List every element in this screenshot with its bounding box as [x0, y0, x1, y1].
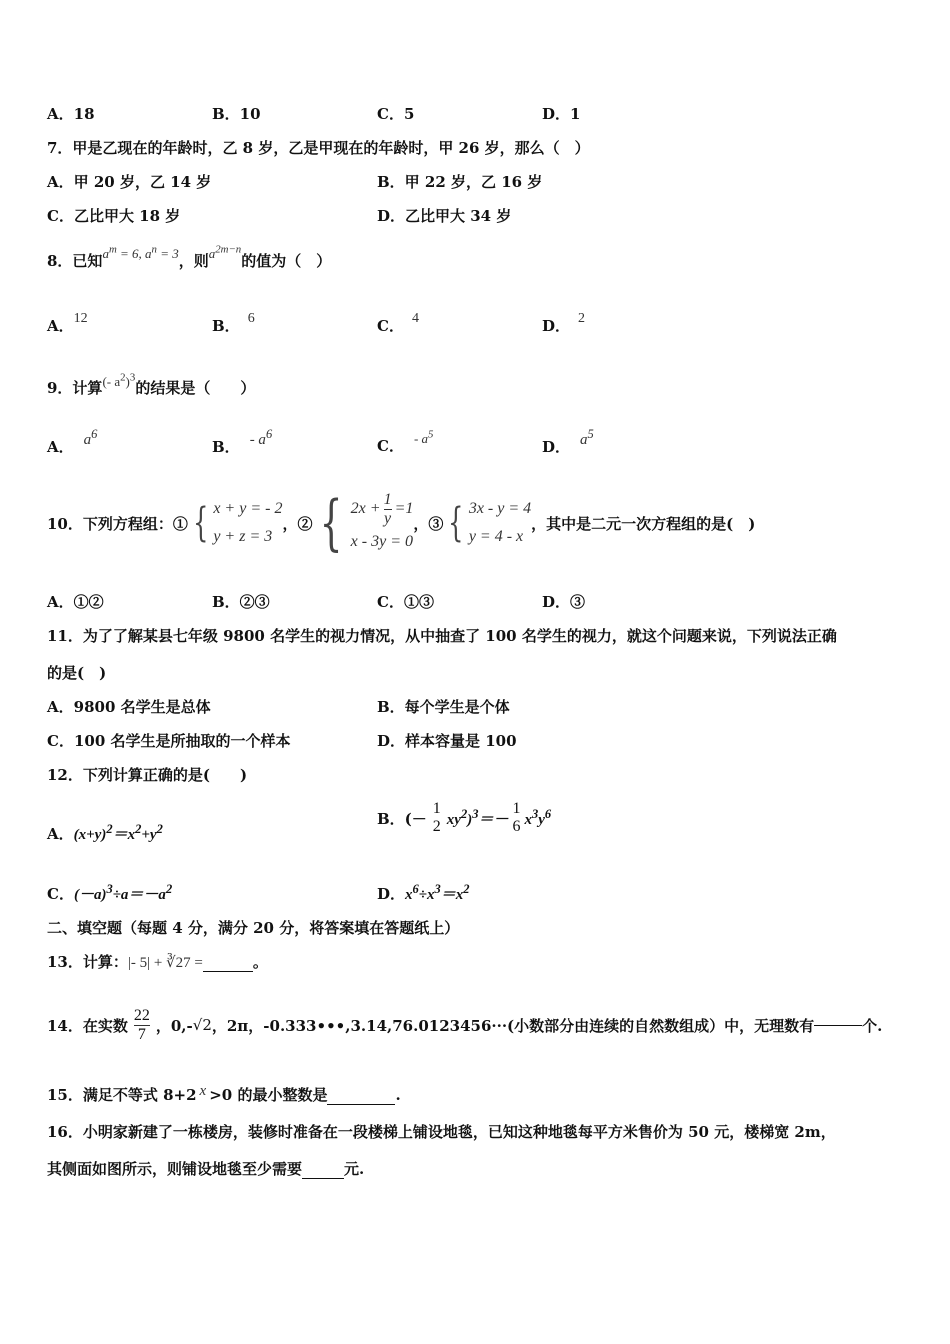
q9-stem [47, 371, 256, 398]
q6-option-c: C．5 [377, 105, 415, 123]
q12-option-a: A．$(x+y)^2=x^2+y^2$ [47, 822, 163, 843]
q12-option-c: C．$(-a)^3\div a=-a^2$ [47, 882, 173, 903]
q8-given: $a^m = 6$, $a^n = 3$ [102, 243, 179, 261]
q15-stem: 15．满足不等式 8+2 x >0 的最小整数是 . [47, 1083, 401, 1104]
q10-stem [47, 483, 755, 563]
q11-option-c: C．100 名学生是所抽取的一个样本 [47, 732, 291, 750]
q14-answer-blank[interactable] [814, 1025, 862, 1026]
q10-option-b: B．②③ [212, 593, 270, 611]
q9-expr: (- $a^2)^3$ [102, 371, 136, 389]
q6-option-a: A．18 [47, 105, 95, 123]
q7-stem: 7．甲是乙现在的年龄时，乙 8 岁，乙是甲现在的年龄时，甲 26 岁，那么（ ） [47, 139, 590, 157]
q6-option-b: B．10 [212, 105, 261, 123]
q10-system-1: x + y = - 2 y + z = 3 [213, 500, 283, 545]
q11-option-d: D．样本容量是 100 [377, 732, 517, 750]
q11-stem-line1: 11．为了了解某县七年级 9800 名学生的视力情况，从中抽查了 100 名学生的视力，就这个问题来说，下列说法正确 [47, 627, 837, 645]
q13-answer-blank[interactable] [203, 971, 253, 972]
q16-answer-blank[interactable] [302, 1178, 344, 1179]
q10-prefix: 10．下列方程组：① [47, 514, 188, 533]
q9-suffix: 的结果是（ ） [135, 379, 256, 397]
q10-system-2: 2x + $\frac{1}{y}$ =1 x - 3y = 0 [350, 490, 414, 550]
q16-stem-line1: 16．小明家新建了一栋楼房，装修时准备在一段楼梯上铺设地毯，已知这种地毯每平方米售价为 50 元，楼梯宽 2m， [47, 1123, 836, 1141]
q12-stem: 12．下列计算正确的是( ) [47, 766, 248, 784]
q6-option-d: D．1 [542, 105, 581, 123]
q7-option-d: D．乙比甲大 34 岁 [377, 207, 512, 225]
q9-option-c: C． - $a^5$ [377, 428, 434, 455]
q10-system-3: 3x - y = 4 y = 4 - x [468, 500, 532, 545]
q9-option-d: D． $a^5$ [542, 427, 594, 456]
q10-brace-3: { [448, 500, 464, 546]
q10-suffix: ，其中是二元一次方程组的是( ) [531, 514, 756, 533]
q8-mid: ，则 [178, 252, 209, 270]
q8-option-b: B． 6 [212, 311, 255, 335]
q10-mark-3: ，③ [413, 514, 444, 533]
q10-brace-2: { [320, 488, 344, 558]
q8-option-c: C． 4 [377, 311, 419, 335]
q11-option-a: A．9800 名学生是总体 [47, 698, 211, 716]
q8-suffix: 的值为（ ） [241, 252, 332, 270]
q10-brace-1: { [192, 500, 209, 546]
q9-option-a: A． $a^6$ [47, 427, 98, 456]
q13-expr: |- 5| + ∛27 = [127, 955, 203, 971]
q8-option-d: D． 2 [542, 311, 586, 335]
q12-option-b: B．(－ 1 2 $xy^2)^3=-$ 1 6 $x^3y^6$ [377, 800, 552, 835]
q7-option-c: C．乙比甲大 18 岁 [47, 207, 181, 225]
q16-stem-line2: 其侧面如图所示，则铺设地毯至少需要 元. [47, 1160, 365, 1178]
q9-option-b: B． - $a^6$ [212, 427, 273, 456]
q8-expr: $a^{2m-n}$ [208, 243, 242, 261]
q10-mark-2: ，② [282, 514, 313, 533]
q12-option-d: D．$x^6\div x^3=x^2$ [377, 882, 470, 903]
q14-sqrt: √2 [192, 1016, 212, 1034]
q8-prefix: 8．已知 [47, 252, 103, 270]
q8-option-a: A．12 [47, 311, 88, 335]
q8-stem [47, 243, 332, 271]
section-title: 二、填空题（每题 4 分，满分 20 分，将答案填在答题纸上） [47, 919, 460, 937]
q10-option-d: D．③ [542, 593, 586, 611]
q11-option-b: B．每个学生是个体 [377, 698, 510, 716]
q14-stem: 14．在实数 $\frac{22}{7}$ ，0,- √2 ，2π，-0.333•••,3.14,76.0123456···(小数部分由连续的自然数组成）中，无理数有 个. [47, 1006, 883, 1043]
q7-option-a: A．甲 20 岁，乙 14 岁 [47, 173, 212, 191]
q10-option-a: A．①② [47, 593, 104, 611]
q13-stem: 13．计算：|- 5| + ∛27 = 。 [47, 953, 268, 971]
q7-option-b: B．甲 22 岁，乙 16 岁 [377, 173, 543, 191]
q11-stem-line2: 的是( ) [47, 664, 107, 682]
q15-answer-blank[interactable] [327, 1104, 395, 1105]
q9-prefix: 9．计算 [47, 379, 103, 397]
q10-option-c: C．①③ [377, 593, 434, 611]
